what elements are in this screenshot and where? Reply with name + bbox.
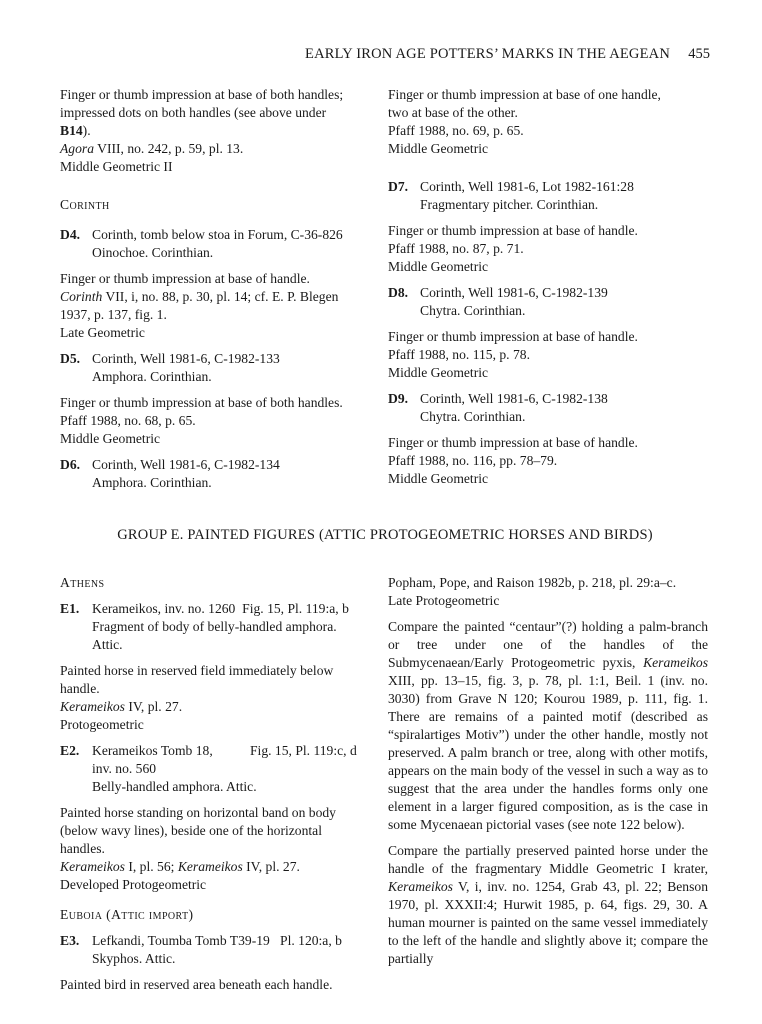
bottom-left-column xyxy=(60,574,380,994)
entry-number: D7. xyxy=(388,179,409,194)
section-heading-corinth: Corinth xyxy=(60,197,110,212)
page-number: 455 xyxy=(688,46,710,62)
entry-number: D9. xyxy=(388,391,409,406)
entry-e1: E1. Kerameikos, inv. no. 1260 Fig. 15, Pl. 119:a, b Fragment of body of belly-handled amphora. Attic. xyxy=(60,601,349,652)
entry-number: D4. xyxy=(60,227,81,242)
running-header xyxy=(60,46,710,68)
section-heading-athens: Athens xyxy=(60,575,105,590)
entry-d5-text: Finger or thumb impression at base of both handles. Pfaff 1988, no. 68, p. 65. Middle Geometric xyxy=(60,395,343,446)
entry-d4: D4. Corinth, tomb below stoa in Forum, C-36-826 Oinochoe. Corinthian. xyxy=(60,227,343,260)
entry-d9: D9. Corinth, Well 1981-6, C-1982-138 Chytra. Corinthian. xyxy=(388,391,608,424)
date: Middle Geometric II xyxy=(60,159,173,174)
entry-number: E2. xyxy=(60,743,80,758)
entry-number: D6. xyxy=(60,457,81,472)
entry-d5: D5. Corinth, Well 1981-6, C-1982-133 Amphora. Corinthian. xyxy=(60,351,280,384)
entry-number: D8. xyxy=(388,285,409,300)
entry-d4-text: Finger or thumb impression at base of handle. Corinth VII, i, no. 88, p. 30, pl. 14; cf. E. P. Blegen 1937, p. 137, fig. 1. Late Geometric xyxy=(60,271,339,340)
entry-e1-text: Painted horse in reserved field immediately below handle. Kerameikos IV, pl. 27. Protogeometric xyxy=(60,663,334,732)
top-left-column xyxy=(60,86,380,492)
entry-d7-text: Finger or thumb impression at base of handle. Pfaff 1988, no. 87, p. 71. Middle Geometric xyxy=(388,223,638,274)
running-title: EARLY IRON AGE POTTERS’ MARKS IN THE AEGEAN xyxy=(305,46,670,62)
entry-e3-reference: Popham, Pope, and Raison 1982b, p. 218, pl. 29:a–c. Late Protogeometric xyxy=(388,575,677,608)
entry-number: E3. xyxy=(60,933,80,948)
entry-e3-text: Painted bird in reserved area beneath each handle. xyxy=(60,977,333,992)
commentary-paragraph-1: Compare the painted “centaur”(?) holding a palm-branch or tree under one of the handles of the Submycenaean/Early Protogeometric pyxis, Kerameikos XIII, pp. 13–15, fig. 3, p. 78, pl. 1:1, Beil. 1 (inv. no. 3030) from Grave N 120; Kourou 1989, p. 111, fig. 1. There are remains of a painted motif (described as “spiralartiges Motiv”) under the other handle, mostly not preserved. A palm branch or tree, along with other motifs, appears on the main body of the vessel in such a way as to suggest that the area under the handles forms only one element in a larger figured composition, as is the case in some Mycenaean pictorial vases (see note 122 below). xyxy=(388,619,708,832)
group-e-heading: GROUP E. PAINTED FIGURES (ATTIC PROTOGEOMETRIC HORSES AND BIRDS) xyxy=(117,527,653,543)
entry-d7: D7. Corinth, Well 1981-6, Lot 1982-161:28 Fragmentary pitcher. Corinthian. xyxy=(388,179,634,212)
top-right-column xyxy=(388,86,708,488)
entry-d9-text: Finger or thumb impression at base of handle. Pfaff 1988, no. 116, pp. 78–79. Middle Geometric xyxy=(388,435,638,486)
entry-number: E1. xyxy=(60,601,80,616)
section-heading-euboia: Euboia (Attic import) xyxy=(60,907,194,922)
bottom-right-column xyxy=(388,574,708,968)
commentary-paragraph-2: Compare the partially preserved painted horse under the handle of the fragmentary Middle Geometric I krater, Kerameikos V, i, inv. no. 1254, Grab 43, pl. 22; Benson 1970, pl. XXXII:4; Hurwit 1985, p. 64, figs. 29, 30. A human mourner is painted on the same vessel immediately to the left of the handle and slightly above it; compare the partially xyxy=(388,843,708,966)
entry-e2-text: Painted horse standing on horizontal band on body (below wavy lines), beside one of the horizontal handles. Kerameikos I, pl. 56; Kerameikos IV, pl. 27. Developed Protogeometric xyxy=(60,805,336,892)
entry-d3-text: Finger or thumb impression at base of both handles; impressed dots on both handles (see above under B14). Agora VIII, no. 242, p. 59, pl. 13. Middle Geometric II xyxy=(60,87,344,174)
entry-d6-text: Finger or thumb impression at base of one handle, two at base of the other. Pfaff 1988, no. 69, p. 65. Middle Geometric xyxy=(388,87,661,156)
entry-number: D5. xyxy=(60,351,81,366)
cross-reference: B14 xyxy=(60,123,83,138)
entry-d8-text: Finger or thumb impression at base of handle. Pfaff 1988, no. 115, p. 78. Middle Geometric xyxy=(388,329,638,380)
entry-d8: D8. Corinth, Well 1981-6, C-1982-139 Chytra. Corinthian. xyxy=(388,285,608,318)
entry-e2: E2. Kerameikos Tomb 18, Fig. 15, Pl. 119:c, d inv. no. 560 Belly-handled amphora. Attic. xyxy=(60,743,357,794)
entry-e3: E3. Lefkandi, Toumba Tomb T39-19 Pl. 120:a, b Skyphos. Attic. xyxy=(60,933,342,966)
entry-d6: D6. Corinth, Well 1981-6, C-1982-134 Amphora. Corinthian. xyxy=(60,457,280,490)
